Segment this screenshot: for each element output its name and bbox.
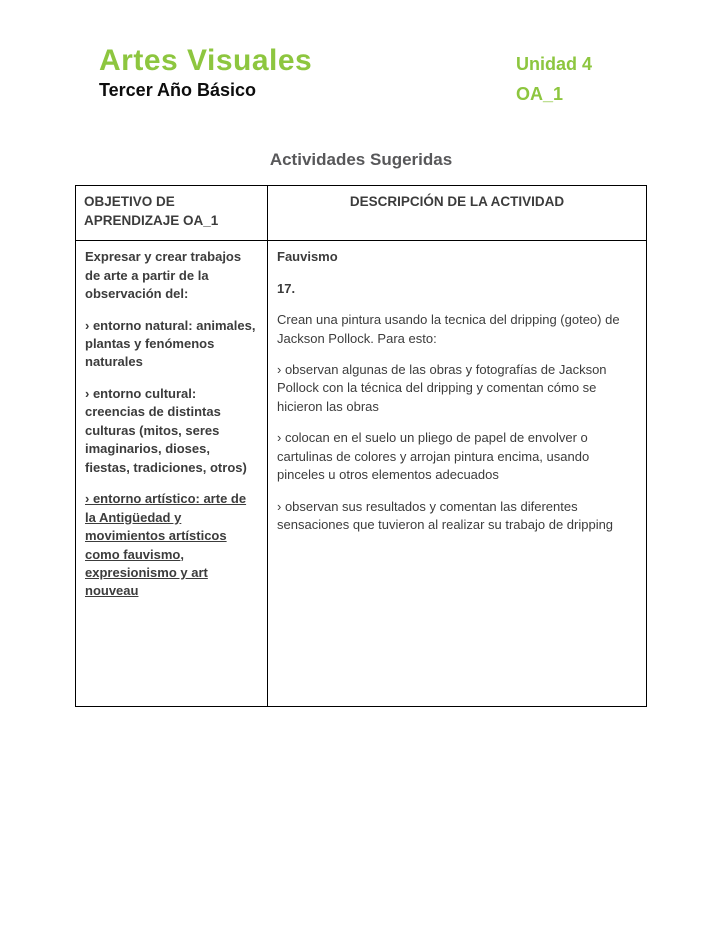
header-left-block <box>99 44 312 101</box>
activity-intro: Crean una pintura usando la tecnica del dripping (goteo) de Jackson Pollock. Para esto: <box>277 312 620 346</box>
activities-table <box>75 185 647 707</box>
document-header <box>75 44 647 104</box>
objective-column-header: OBJETIVO DE APRENDIZAJE OA_1 <box>76 186 268 241</box>
header-right-block <box>516 44 592 104</box>
section-title: Actividades Sugeridas <box>269 150 453 170</box>
document-title: Artes Visuales <box>99 44 313 77</box>
objective-item-entorno-artistico: › entorno artístico: arte de la Antigüedad y movimientos artísticos como fauvismo, expresionismo y art nouveau <box>85 491 247 599</box>
activity-step-observe-works: › observan algunas de las obras y fotografías de Jackson Pollock con la técnica del dripping y comentan cómo se hicieron las obras <box>277 361 607 414</box>
objective-cell <box>76 241 268 707</box>
activity-step-paint-dripping: › colocan en el suelo un pliego de papel de envolver o cartulinas de colores y arrojan pintura encima, usando pinceles u otros elementos adecuados <box>277 430 590 483</box>
activity-number: 17. <box>277 280 296 296</box>
document-subtitle: Tercer Año Básico <box>99 80 257 100</box>
table-body-row <box>76 241 647 707</box>
table-header-row <box>76 186 647 241</box>
activity-step-discuss-results: › observan sus resultados y comentan las diferentes sensaciones que tuvieron al realizar su trabajo de dripping <box>277 498 614 533</box>
oa-code-label: OA_1 <box>515 83 564 104</box>
unit-label: Unidad 4 <box>515 54 592 74</box>
objective-item-entorno-cultural: › entorno cultural: creencias de distintas culturas (mitos, seres imaginarios, dioses, fiestas, tradiciones, otros) <box>85 385 247 475</box>
objective-intro: Expresar y crear trabajos de arte a partir de la observación del: <box>85 249 242 302</box>
objective-item-entorno-natural: › entorno natural: animales, plantas y fenómenos naturales <box>85 317 256 370</box>
activity-cell <box>268 241 647 707</box>
activity-column-header: DESCRIPCIÓN DE LA ACTIVIDAD <box>268 186 647 241</box>
activity-topic-title: Fauvismo <box>277 249 338 265</box>
